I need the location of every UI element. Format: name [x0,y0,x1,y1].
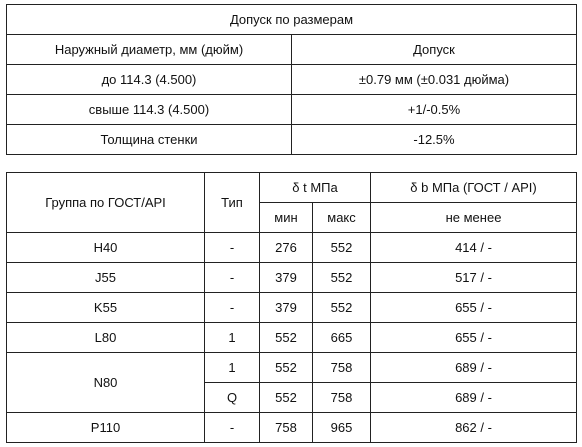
delta-b-cell: 414 / - [371,233,577,263]
type-cell: - [205,263,260,293]
min-cell: 758 [260,413,313,443]
min-header: мин [260,203,313,233]
tolerance-header: Допуск [292,35,577,65]
group-cell: H40 [7,233,205,263]
table-cell: Толщина стенки [7,125,292,155]
max-cell: 552 [313,293,371,323]
group-cell: J55 [7,263,205,293]
group-cell: N80 [7,353,205,413]
max-cell: 665 [313,323,371,353]
outer-diameter-header: Наружный диаметр, мм (дюйм) [7,35,292,65]
min-cell: 379 [260,293,313,323]
max-cell: 965 [313,413,371,443]
delta-b-header: δ b МПа (ГОСТ / API) [371,173,577,203]
tolerance-table [6,4,577,155]
delta-t-header: δ t МПа [260,173,371,203]
type-cell: Q [205,383,260,413]
table-row [7,233,577,263]
delta-b-cell: 655 / - [371,323,577,353]
min-cell: 379 [260,263,313,293]
type-cell: - [205,233,260,263]
group-cell: P110 [7,413,205,443]
table-cell: -12.5% [292,125,577,155]
table-row [7,293,577,323]
table-cell: свыше 114.3 (4.500) [7,95,292,125]
table-cell: до 114.3 (4.500) [7,65,292,95]
table-row [7,263,577,293]
not-less-header: не менее [371,203,577,233]
table-row [7,323,577,353]
max-cell: 758 [313,353,371,383]
min-cell: 552 [260,353,313,383]
min-cell: 552 [260,323,313,353]
delta-b-cell: 862 / - [371,413,577,443]
min-cell: 276 [260,233,313,263]
table-row [7,413,577,443]
table-row [7,95,577,125]
max-header: макс [313,203,371,233]
type-cell: - [205,413,260,443]
max-cell: 552 [313,263,371,293]
grades-table [6,172,577,443]
group-header: Группа по ГОСТ/API [7,173,205,233]
max-cell: 552 [313,233,371,263]
min-cell: 552 [260,383,313,413]
table-row [7,353,577,383]
table-row [7,65,577,95]
delta-b-cell: 655 / - [371,293,577,323]
delta-b-cell: 689 / - [371,353,577,383]
table-row [7,125,577,155]
tolerance-title: Допуск по размерам [7,5,577,35]
type-header: Тип [205,173,260,233]
type-cell: 1 [205,353,260,383]
delta-b-cell: 689 / - [371,383,577,413]
delta-b-cell: 517 / - [371,263,577,293]
group-cell: L80 [7,323,205,353]
type-cell: - [205,293,260,323]
table-cell: ±0.79 мм (±0.031 дюйма) [292,65,577,95]
group-cell: K55 [7,293,205,323]
table-cell: +1/-0.5% [292,95,577,125]
max-cell: 758 [313,383,371,413]
type-cell: 1 [205,323,260,353]
